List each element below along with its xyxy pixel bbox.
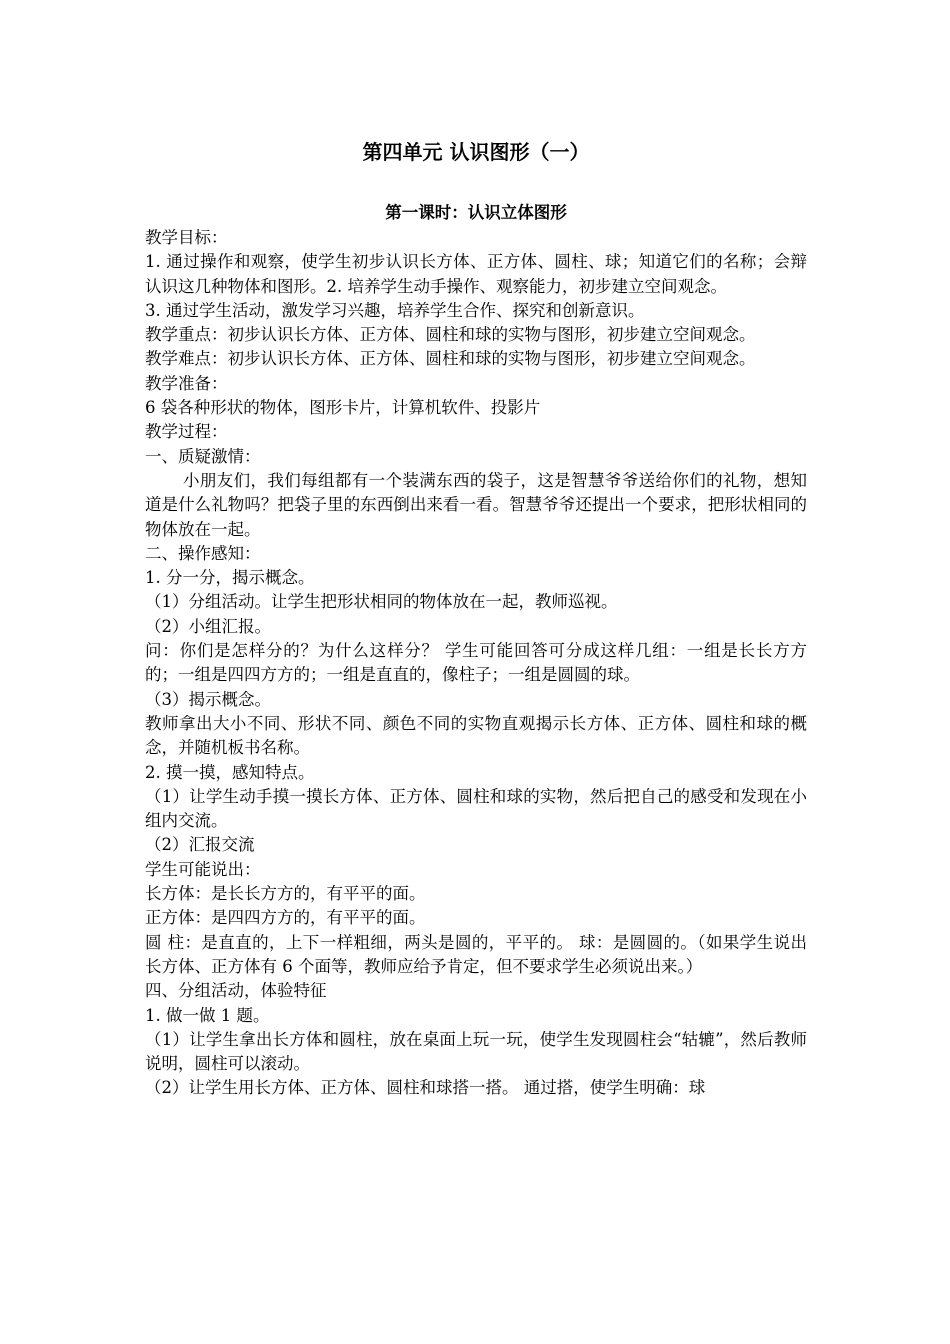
paragraph: 6 袋各种形状的物体，图形卡片，计算机软件、投影片 bbox=[145, 398, 541, 418]
paragraph: 二、操作感知： bbox=[145, 543, 261, 563]
paragraph: 教学准备： bbox=[145, 373, 228, 393]
paragraph: 圆 柱：是直直的，上下一样粗细，两头是圆的，平平的。 球：是圆圆的。（如果学生说出长方体、正方体有 6 个面等，教师应给予肯定，但不要求学生必须说出来。） bbox=[145, 932, 807, 976]
paragraph: 教学目标： bbox=[145, 228, 228, 247]
paragraph: 小朋友们，我们每组都有一个装满东西的袋子，这是智慧爷爷送给你们的礼物，想知道是什么礼物吗？把袋子里的东西倒出来看一看。智慧爷爷还提出一个要求，把形状相同的物体放在一起。 bbox=[145, 470, 807, 539]
paragraph: （3）揭示概念。 bbox=[145, 689, 271, 709]
paragraph: （2）小组汇报。 bbox=[145, 616, 271, 636]
paragraph: 正方体：是四四方方的，有平平的面。 bbox=[145, 908, 426, 928]
lesson-subtitle: 第一课时：认识立体图形 bbox=[385, 203, 567, 222]
paragraph: 1. 分一分，揭示概念。 bbox=[145, 568, 315, 588]
paragraph: 教学重点：初步认识长方体、正方体、圆柱和球的实物与图形，初步建立空间观念。 bbox=[145, 325, 756, 345]
paragraph: 问：你们是怎样分的？为什么这样分？ 学生可能回答可分成这样几组：一组是长长方方的；一组是四四方方的；一组是直直的，像柱子；一组是圆圆的球。 bbox=[145, 641, 807, 685]
document-body bbox=[145, 226, 807, 1101]
paragraph: 教师拿出大小不同、形状不同、颜色不同的实物直观揭示长方体、正方体、圆柱和球的概念，并随机板书名称。 bbox=[145, 713, 807, 758]
paragraph: 教学难点：初步认识长方体、正方体、圆柱和球的实物与图形，初步建立空间观念。 bbox=[145, 349, 756, 369]
paragraph: 3. 通过学生活动，激发学习兴趣，培养学生合作、探究和创新意识。 bbox=[145, 300, 645, 320]
document-title: 第四单元 认识图形（一） bbox=[362, 140, 590, 164]
paragraph: （1）让学生动手摸一摸长方体、正方体、圆柱和球的实物，然后把自己的感受和发现在小组内交流。 bbox=[145, 786, 807, 831]
paragraph: 四、分组活动，体验特征 bbox=[145, 981, 327, 1001]
paragraph: 1. 做一做 1 题。 bbox=[145, 1005, 270, 1025]
paragraph: （1）分组活动。让学生把形状相同的物体放在一起，教师巡视。 bbox=[145, 592, 618, 612]
paragraph: 教学过程： bbox=[145, 422, 228, 442]
paragraph: 1. 通过操作和观察，使学生初步认识长方体、正方体、圆柱、球；知道它们的名称；会辩认识这几种物体和图形。2. 培养学生动手操作、观察能力，初步建立空间观念。 bbox=[145, 252, 807, 296]
paragraph: （2）汇报交流 bbox=[145, 835, 255, 855]
paragraph: 一、质疑激情： bbox=[145, 446, 261, 466]
paragraph: （1）让学生拿出长方体和圆柱，放在桌面上玩一玩，使学生发现圆柱会“轱辘”，然后教师说明，圆柱可以滚动。 bbox=[145, 1029, 807, 1074]
paragraph: 2. 摸一摸，感知特点。 bbox=[145, 762, 315, 782]
paragraph: （2）让学生用长方体、正方体、圆柱和球搭一搭。 通过搭，使学生明确：球 bbox=[145, 1078, 706, 1098]
paragraph: 长方体：是长长方方的，有平平的面。 bbox=[145, 884, 426, 904]
paragraph: 学生可能说出： bbox=[145, 859, 261, 879]
